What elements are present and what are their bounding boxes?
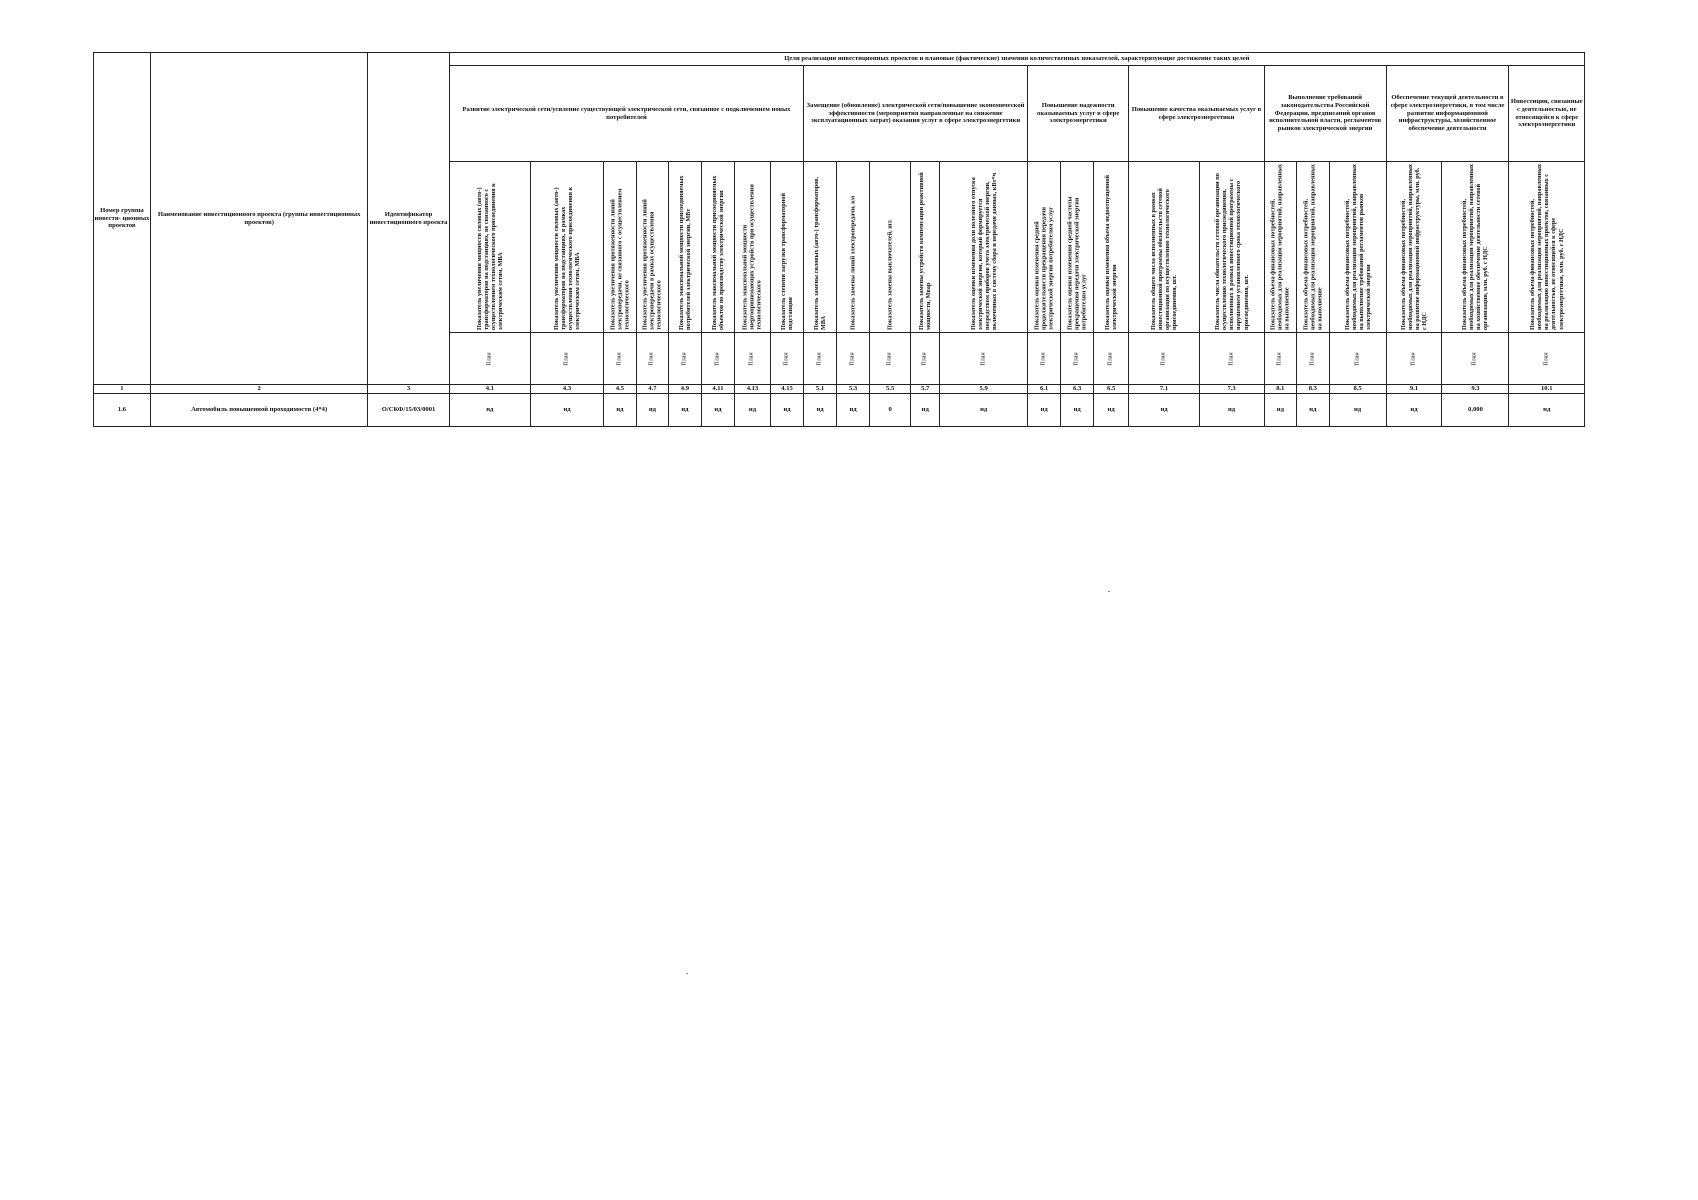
unit-label: План — [1276, 351, 1283, 366]
indicator-label: Показатель оценки изменения средней частоты прекращения передачи электрической энергии потребителям услуг — [1066, 196, 1088, 330]
indicator-label: Показатель максимальной мощности присоединяемых потребителей электрической энергии, МВт — [677, 175, 692, 330]
value-cell: нд — [1264, 393, 1297, 426]
group-reliability: Повышение надежности оказываемых услуг в сфере электроэнергетики — [1027, 66, 1129, 162]
value-cell: нд — [940, 393, 1027, 426]
value-cell: нд — [735, 393, 771, 426]
unit-label: План — [563, 351, 570, 366]
unit-label: План — [714, 351, 721, 366]
unit-label: План — [816, 351, 823, 366]
indicator-header — [1061, 162, 1094, 333]
column-number: 4.9 — [669, 385, 702, 394]
value-cell: нд — [701, 393, 735, 426]
indicator-label: Показатель числа обязательств сетевой организации по осуществлению технологического присоединения, исполненных в рамках инвестиционной программы с нарушением установленного срока технологического присоединения, шт. — [1213, 173, 1250, 330]
indicator-label: Показатель увеличения мощности силовых (авто-) трансформаторов на подстанциях, не связанного с осуществлением технологического присоединения к электрическим сетям, МВА — [475, 183, 504, 330]
group-legal-requirements: Выполнение требований законодательства Российской Федерации, предписаний органов исполнительной власти, регламентов рынков электрической энергии — [1264, 66, 1386, 162]
unit-cell — [1386, 333, 1442, 385]
indicator-header — [804, 162, 837, 333]
indicator-header — [604, 162, 637, 333]
indicator-label: Показатель замены силовых (авто-) трансформаторов, МВА — [812, 176, 828, 330]
indicator-header — [735, 162, 771, 333]
indicator-header — [1027, 162, 1061, 333]
header-top-title: Цели реализации инвестиционных проектов и плановые (фактические) значения количественных показателей, характеризующие достижение таких целей — [449, 53, 1584, 66]
indicator-header — [770, 162, 804, 333]
value-cell: нд — [636, 393, 669, 426]
indicator-header — [1093, 162, 1129, 333]
group-current-activity: Обеспечение текущей деятельности в сфере электроэнергетики, в том числе развитие информационной инфраструктуры, хозяйственное обеспечение деятельности — [1386, 66, 1509, 162]
indicator-header — [1442, 162, 1509, 333]
indicator-label: Показатель максимальной мощности энергопринимающих устройств при осуществлении технологического — [741, 184, 764, 330]
header-project-name: Наименование инвестиционного проекта (группы инвестиционных проектов) — [150, 53, 367, 385]
indicator-header — [530, 162, 603, 333]
unit-label: План — [1073, 351, 1080, 366]
scan-speck — [686, 973, 688, 974]
value-cell: нд — [449, 393, 530, 426]
group-non-energy-investments: Инвестиции, связанные с деятельностью, не относящейся к сфере электроэнергетики — [1509, 66, 1585, 162]
indicator-header — [1199, 162, 1264, 333]
unit-cell — [1027, 333, 1061, 385]
header-group-number: Номер группы инвести- ционных проектов — [94, 53, 151, 385]
indicator-label: Показатель объема финансовых потребностей, необходимых для реализации мероприятий, направленных на выполнение — [1302, 164, 1324, 330]
value-cell: нд — [770, 393, 804, 426]
group-network-development: Развитие электрической сети/усиление существующей электрической сети, связанное с подключением новых потребителей — [449, 66, 804, 162]
column-number: 9.3 — [1442, 385, 1509, 394]
row-group-number: 1.6 — [94, 393, 151, 426]
unit-cell — [1129, 333, 1199, 385]
column-number: 4.11 — [701, 385, 735, 394]
column-number: 4.1 — [449, 385, 530, 394]
unit-cell — [1061, 333, 1094, 385]
indicator-label: Показатель увеличения протяженности линий электропередачи, не связанного с осуществлением технологического — [609, 188, 631, 330]
indicator-header — [701, 162, 735, 333]
unit-label: План — [616, 351, 623, 366]
unit-cell — [770, 333, 804, 385]
unit-label: План — [748, 351, 755, 366]
unit-cell — [870, 333, 911, 385]
column-number: 9.1 — [1386, 385, 1442, 394]
unit-label: План — [783, 351, 790, 366]
row-project-name: Автомобиль повышенной проходимости (4*4) — [150, 393, 367, 426]
unit-label: План — [1228, 351, 1235, 366]
unit-cell — [735, 333, 771, 385]
column-number: 5.3 — [836, 385, 870, 394]
value-cell: нд — [1061, 393, 1094, 426]
table-row — [94, 393, 1585, 426]
value-cell: нд — [604, 393, 637, 426]
indicator-label: Показатель общего числа исполненных в рамках инвестиционной программы обязательств сетевой организации по осуществлению технологического присоединения, шт. — [1149, 188, 1179, 330]
indicator-header — [836, 162, 870, 333]
column-number: 5.7 — [910, 385, 939, 394]
value-cell: 0,000 — [1442, 393, 1509, 426]
unit-cell — [1264, 333, 1297, 385]
column-number: 3 — [368, 385, 449, 394]
unit-cell — [836, 333, 870, 385]
indicator-header — [870, 162, 911, 333]
unit-label: План — [1410, 351, 1417, 366]
unit-label: План — [921, 351, 928, 366]
column-number: 8.3 — [1297, 385, 1330, 394]
investment-goals-table — [93, 52, 1585, 427]
indicator-header — [1297, 162, 1330, 333]
column-number: 7.3 — [1199, 385, 1264, 394]
unit-label: План — [1107, 351, 1114, 366]
indicator-header — [1264, 162, 1297, 333]
indicator-label: Показатель объема финансовых потребностей, необходимых для реализации мероприятий, направленных на реализацию инвестиционных проектов, связанных с деятельностью, не относящейся к сфере электроэнергетики, млн. руб. с НДС — [1528, 164, 1565, 330]
column-number-row — [94, 385, 1585, 394]
column-number: 5.5 — [870, 385, 911, 394]
indicator-header — [1386, 162, 1442, 333]
indicator-label: Показатель замены устройств компенсации реактивной мощности, Мвар — [918, 172, 933, 330]
unit-cell — [1297, 333, 1330, 385]
unit-label: План — [980, 351, 987, 366]
indicator-label: Показатель оценки изменения объема недоотпущенной электрической энергии — [1104, 175, 1119, 330]
indicator-label: Показатель оценки изменения доли полезного отпуска электрической энергии, который формируется посредством приборов учета электрической энергии, включенных в систему сбора и передачи данных, кВт*ч — [969, 172, 998, 330]
scan-speck — [1108, 591, 1110, 592]
column-number: 4.3 — [530, 385, 603, 394]
unit-cell — [1442, 333, 1509, 385]
indicator-header — [910, 162, 939, 333]
value-cell: нд — [836, 393, 870, 426]
unit-cell — [449, 333, 530, 385]
unit-label: План — [886, 351, 893, 366]
value-cell: нд — [1093, 393, 1129, 426]
column-number: 5.1 — [804, 385, 837, 394]
unit-label: План — [648, 351, 655, 366]
column-number: 4.13 — [735, 385, 771, 394]
indicator-label: Показатель замены выключателей, шт. — [886, 219, 894, 330]
value-cell: нд — [1297, 393, 1330, 426]
column-number: 8.5 — [1329, 385, 1386, 394]
value-cell: 0 — [870, 393, 911, 426]
indicator-label: Показатель увеличения мощности силовых (авто-) трансформаторов на подстанциях, в рамках осуществления технологического присоединения к электрическим сетям, МВА — [552, 186, 582, 330]
indicator-label: Показатель объема финансовых потребностей, необходимых для реализации мероприятий, направленных на развитие информационной инфраструктуры, млн. руб. с НДС — [1399, 164, 1429, 330]
column-number: 4.15 — [770, 385, 804, 394]
unit-cell — [1199, 333, 1264, 385]
unit-cell — [1329, 333, 1386, 385]
column-number: 6.1 — [1027, 385, 1061, 394]
indicator-label: Показатель увеличения протяженности линий электропередачи в рамках осуществления технологического — [641, 199, 663, 330]
indicator-label: Показатель максимальной мощности присоединяемых объектов по производству электрической энергии — [710, 175, 725, 330]
group-network-replacement: Замещение (обновление) электрической сети/повышение экономической эффективности (мероприятия направленные на снижение эксплуатационных затрат) оказания услуг в сфере электроэнергетики — [804, 66, 1028, 162]
indicator-header — [1129, 162, 1199, 333]
unit-label: План — [1354, 351, 1361, 366]
indicator-label: Показатель объема финансовых потребностей, необходимых для реализации мероприятий, направленных на выполнение требований регламентов рынков электрической энергии — [1343, 164, 1372, 330]
indicator-header — [940, 162, 1027, 333]
column-number: 8.1 — [1264, 385, 1297, 394]
unit-cell — [1509, 333, 1585, 385]
unit-label: План — [1543, 351, 1550, 366]
unit-cell — [804, 333, 837, 385]
indicator-label: Показатель замены линий электропередачи, км — [849, 195, 857, 330]
column-number: 4.5 — [604, 385, 637, 394]
unit-label: План — [1471, 351, 1478, 366]
column-number: 10.1 — [1509, 385, 1585, 394]
value-cell: нд — [1027, 393, 1061, 426]
unit-label: План — [1040, 351, 1047, 366]
group-service-quality: Повышение качества оказываемых услуг в сфере электроэнергетики — [1129, 66, 1264, 162]
column-number: 6.5 — [1093, 385, 1129, 394]
column-number: 1 — [94, 385, 151, 394]
unit-label: План — [486, 351, 493, 366]
column-number: 4.7 — [636, 385, 669, 394]
unit-cell — [604, 333, 637, 385]
unit-cell — [701, 333, 735, 385]
indicator-label: Показатель объема финансовых потребностей, необходимых для реализации мероприятий, направленных на хозяйственное обеспечение деятельности сетевой организации, млн. руб. с НДС — [1461, 164, 1490, 330]
column-number: 2 — [150, 385, 367, 394]
unit-label: План — [681, 351, 688, 366]
unit-cell — [669, 333, 702, 385]
indicator-label: Показатель оценки изменения средней продолжительности прекращения передачи электрической энергии потребителям услуг — [1033, 206, 1055, 330]
value-cell: нд — [1129, 393, 1199, 426]
indicator-header — [1329, 162, 1386, 333]
unit-label: План — [1160, 351, 1167, 366]
row-project-id: O/СКФ/15/03/0001 — [368, 393, 449, 426]
header-project-id: Идентификатор инвестиционного проекта — [368, 53, 449, 385]
value-cell: нд — [1509, 393, 1585, 426]
column-number: 7.1 — [1129, 385, 1199, 394]
unit-label: План — [1309, 351, 1316, 366]
unit-label: План — [849, 351, 856, 366]
value-cell: нд — [1329, 393, 1386, 426]
value-cell: нд — [1199, 393, 1264, 426]
indicator-header — [449, 162, 530, 333]
indicator-header — [636, 162, 669, 333]
unit-cell — [1093, 333, 1129, 385]
indicator-label: Показатель объема финансовых потребностей, необходимых для реализации мероприятий, направленных на выполнение — [1269, 164, 1291, 330]
unit-cell — [940, 333, 1027, 385]
indicator-header — [1509, 162, 1585, 333]
column-number: 5.9 — [940, 385, 1027, 394]
unit-cell — [530, 333, 603, 385]
indicator-label: Показатель степени загрузки трансформаторной подстанции — [779, 193, 795, 330]
value-cell: нд — [804, 393, 837, 426]
unit-cell — [636, 333, 669, 385]
value-cell: нд — [1386, 393, 1442, 426]
value-cell: нд — [910, 393, 939, 426]
column-number: 6.3 — [1061, 385, 1094, 394]
value-cell: нд — [669, 393, 702, 426]
unit-cell — [910, 333, 939, 385]
indicator-header — [669, 162, 702, 333]
value-cell: нд — [530, 393, 603, 426]
